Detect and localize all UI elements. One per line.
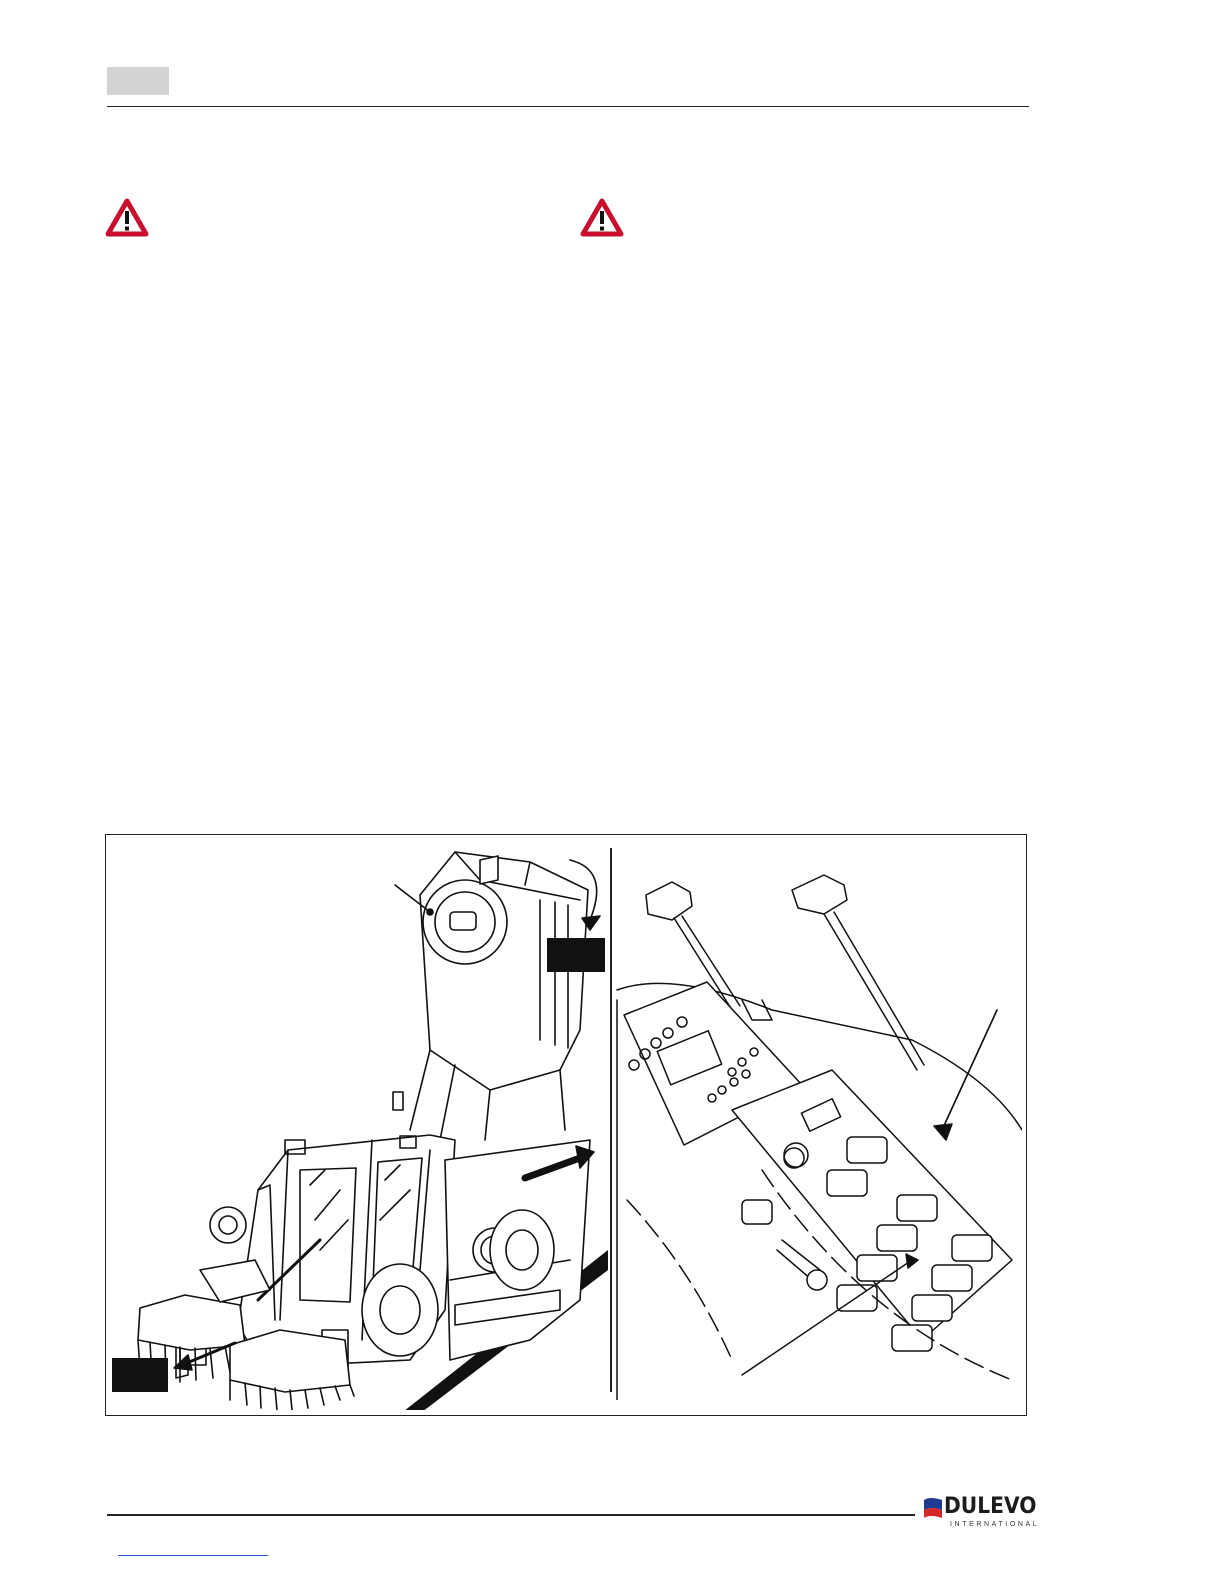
control-panel-illustration: [612, 840, 1022, 1400]
header-section-tab: [107, 67, 169, 95]
logo-wordmark: DULEVO: [944, 1494, 1037, 1519]
keypad-panel: [732, 1070, 1012, 1351]
header-rule: [107, 106, 1029, 107]
logo-tagline: INTERNATIONAL: [950, 1521, 1040, 1528]
label-box-rear: [547, 938, 605, 972]
callout-line-upper-2: [942, 1010, 997, 1130]
warning-triangle-icon: [105, 198, 149, 238]
label-box-front: [112, 1358, 168, 1392]
footer-rule: [107, 1514, 915, 1516]
dulevo-logo: [922, 1494, 1040, 1534]
sweeper-illustration: [110, 840, 608, 1410]
logo-flag-icon: [922, 1496, 944, 1520]
raised-hopper: [410, 852, 588, 1140]
warning-triangle-icon: [580, 198, 624, 238]
footer-link-underline[interactable]: [118, 1555, 268, 1556]
